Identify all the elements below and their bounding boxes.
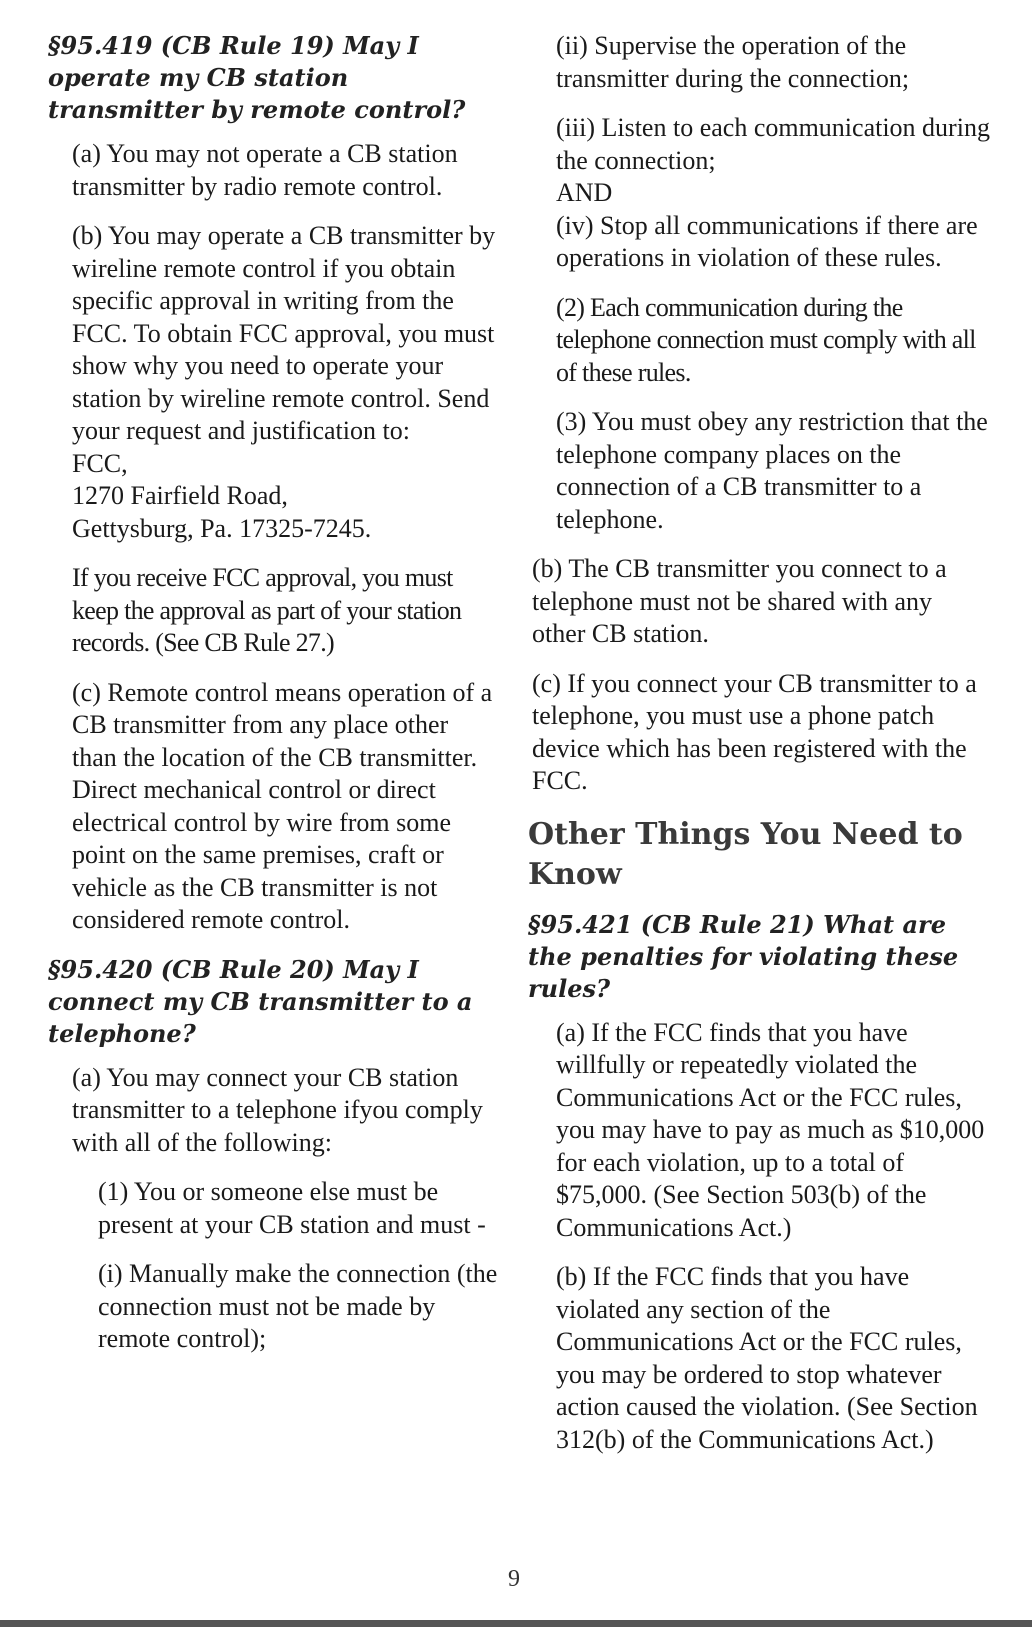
rule-20-para-a3: (3) You must obey any restriction that the telephone company places on the connection of a CB transmitter to a telephone. [556, 407, 988, 534]
rule-20-para-a1-i: (i) Manually make the connection (the connection must not be made by remote control); [98, 1259, 498, 1353]
rule-21-para-a: (a) If the FCC finds that you have willfully or repeatedly violated the Communications Act or the FCC rules, you may have to pay as much as $10,000 for each violation, up to a total of $75,000. (See Section 503(b) of the Communications Act.) [556, 1017, 985, 1242]
page-bottom-edge [0, 1620, 1032, 1627]
page-number: 9 [508, 1566, 520, 1592]
rule-20-heading: §95.420 (CB Rule 20) May I connect my CB transmitter to a telephone? [48, 954, 473, 1048]
rule-20-para-a1-iii: (iii) Listen to each communication during the connection; [556, 113, 990, 175]
rule-20-para-a1-iv: (iv) Stop all communications if there are operations in violation of these rules. [556, 210, 978, 272]
rule-20-para-a: (a) You may connect your CB station transmitter to a telephone ifyou comply with all of the following: [72, 1062, 483, 1157]
rule-20-para-a1-ii: (ii) Supervise the operation of the transmitter during the connection; [556, 31, 910, 93]
and-conjunction: AND [556, 178, 613, 207]
rule-20-para-c: (c) If you connect your CB transmitter to a telephone, you must use a phone patch device which has been registered with the FCC. [532, 668, 977, 795]
section-title: Other Things You Need to Know [528, 816, 963, 892]
rule-20-para-a2: (2) Each communication during the telephone connection must comply with all of these rules. [556, 292, 976, 387]
fcc-address-line-2: 1270 Fairfield Road, [72, 481, 288, 510]
rule-19-para-a: (a) You may not operate a CB station transmitter by radio remote control. [72, 139, 458, 201]
right-column [528, 30, 990, 1473]
rule-21-heading: §95.421 (CB Rule 21) What are the penalties for violating these rules? [528, 909, 959, 1003]
rule-19-para-b: (b) You may operate a CB transmitter by wireline remote control if you obtain specific approval in writing from the FCC. To obtain FCC approval, you must show why you need to operate your station by wireline remote control. Send your request and justification to: [72, 221, 496, 445]
rule-20-para-a1: (1) You or someone else must be present at your CB station and must - [98, 1177, 486, 1239]
rule-21-para-b: (b) If the FCC finds that you have violated any section of the Communications Act or the FCC rules, you may be ordered to stop whatever action caused the violation. (See Section 312(b) of the Communications Act.) [556, 1262, 978, 1454]
fcc-address-line-1: FCC, [72, 448, 128, 478]
rule-19-approval-note: If you receive FCC approval, you must keep the approval as part of your station records. (See CB Rule 27.) [72, 563, 462, 657]
left-column [48, 30, 498, 1373]
rule-19-heading: §95.419 (CB Rule 19) May I operate my CB station transmitter by remote control? [48, 31, 466, 124]
fcc-address-line-3: Gettysburg, Pa. 17325-7245. [72, 513, 372, 543]
rule-19-para-c: (c) Remote control means operation of a CB transmitter from any place other than the location of the CB transmitter. Direct mechanical control or direct electrical control by wire from some point on the same premises, craft or vehicle as the CB transmitter is not considered remote control. [72, 677, 493, 934]
rule-20-para-b: (b) The CB transmitter you connect to a telephone must not be shared with any other CB station. [532, 554, 947, 648]
